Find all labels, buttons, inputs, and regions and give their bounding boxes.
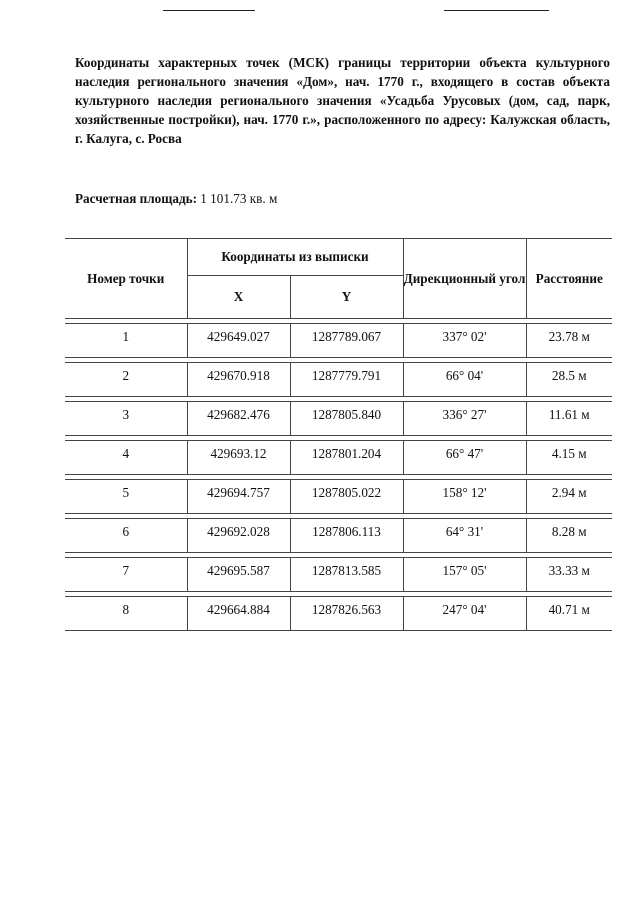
area-line xyxy=(75,191,277,207)
header-direction-angle: Дирекционный угол xyxy=(403,239,526,319)
cell-y: 1287813.585 xyxy=(290,558,403,592)
cell-distance: 11.61 м xyxy=(526,402,612,436)
cell-point-number: 1 xyxy=(65,324,187,358)
table-row xyxy=(65,441,612,475)
cell-x: 429692.028 xyxy=(187,519,290,553)
cell-x: 429682.476 xyxy=(187,402,290,436)
table-row xyxy=(65,480,612,514)
table-row xyxy=(65,558,612,592)
cell-direction-angle: 337° 02' xyxy=(403,324,526,358)
cell-distance: 8.28 м xyxy=(526,519,612,553)
cell-direction-angle: 336° 27' xyxy=(403,402,526,436)
header-point-number: Номер точки xyxy=(65,239,187,319)
cell-y: 1287801.204 xyxy=(290,441,403,475)
cell-y: 1287805.022 xyxy=(290,480,403,514)
cell-x: 429695.587 xyxy=(187,558,290,592)
header-distance: Расстояние xyxy=(526,239,612,319)
cell-direction-angle: 247° 04' xyxy=(403,597,526,631)
cell-y: 1287789.067 xyxy=(290,324,403,358)
cell-y: 1287805.840 xyxy=(290,402,403,436)
cell-direction-angle: 157° 05' xyxy=(403,558,526,592)
cell-distance: 4.15 м xyxy=(526,441,612,475)
cell-point-number: 4 xyxy=(65,441,187,475)
cell-x: 429670.918 xyxy=(187,363,290,397)
cell-direction-angle: 66° 04' xyxy=(403,363,526,397)
document-title: Координаты характерных точек (МСК) границы территории объекта культурного наследия регионального значения «Дом», нач. 1770 г., входящего в состав объекта культурного наследия регионального значения «Усадьба Урусовых (дом, сад, парк, хозяйственные постройки), нач. 1770 г.», расположенного по адресу: Калужская область, г. Калуга, с. Росва xyxy=(75,55,610,146)
header-coordinates: Координаты из выписки xyxy=(187,239,403,276)
cell-distance: 2.94 м xyxy=(526,480,612,514)
cell-y: 1287826.563 xyxy=(290,597,403,631)
header-x: X xyxy=(187,276,290,319)
table-row xyxy=(65,324,612,358)
top-rule-right xyxy=(444,10,549,11)
cell-direction-angle: 158° 12' xyxy=(403,480,526,514)
table-row xyxy=(65,597,612,631)
cell-point-number: 5 xyxy=(65,480,187,514)
table-row xyxy=(65,519,612,553)
cell-point-number: 6 xyxy=(65,519,187,553)
cell-y: 1287806.113 xyxy=(290,519,403,553)
cell-x: 429664.884 xyxy=(187,597,290,631)
cell-point-number: 2 xyxy=(65,363,187,397)
cell-distance: 28.5 м xyxy=(526,363,612,397)
cell-point-number: 8 xyxy=(65,597,187,631)
cell-x: 429693.12 xyxy=(187,441,290,475)
table-row xyxy=(65,363,612,397)
cell-distance: 23.78 м xyxy=(526,324,612,358)
cell-x: 429649.027 xyxy=(187,324,290,358)
header-y: Y xyxy=(290,276,403,319)
cell-point-number: 7 xyxy=(65,558,187,592)
cell-distance: 40.71 м xyxy=(526,597,612,631)
area-value: 1 101.73 кв. м xyxy=(200,191,278,206)
cell-x: 429694.757 xyxy=(187,480,290,514)
area-label: Расчетная площадь: xyxy=(75,191,197,206)
cell-point-number: 3 xyxy=(65,402,187,436)
cell-direction-angle: 66° 47' xyxy=(403,441,526,475)
cell-distance: 33.33 м xyxy=(526,558,612,592)
top-rule-left xyxy=(163,10,255,11)
cell-y: 1287779.791 xyxy=(290,363,403,397)
cell-direction-angle: 64° 31' xyxy=(403,519,526,553)
coordinates-table xyxy=(65,238,612,631)
table-row xyxy=(65,402,612,436)
